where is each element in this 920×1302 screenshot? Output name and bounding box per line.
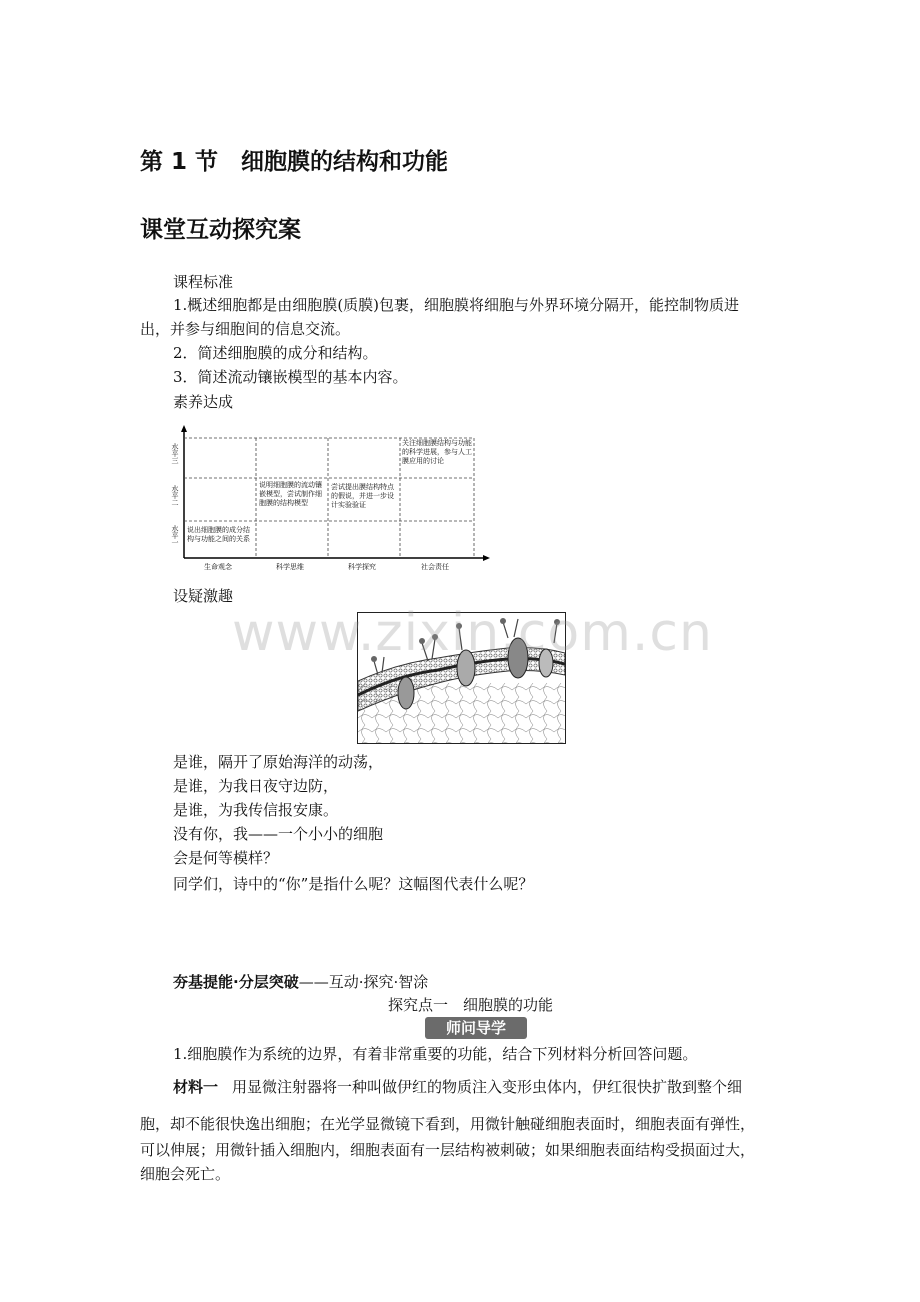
section-label	[173, 971, 428, 992]
watermark: www.zixin.com.cn	[232, 603, 713, 663]
column-label-life: 生命观念	[204, 563, 232, 571]
level-3-label: 水平三	[171, 443, 179, 464]
material-1-line-1	[173, 1076, 742, 1097]
membrane-drawing	[358, 613, 565, 743]
level-1-label: 水平一	[171, 525, 179, 546]
curriculum-item-1: 1.概述细胞都是由细胞膜(质膜)包裹，细胞膜将细胞与外界环境分隔开，能控制物质进	[173, 296, 740, 314]
teacher-guide-badge: 师问导学	[425, 1017, 527, 1039]
competency-heading: 素养达成	[173, 393, 234, 411]
poem-line-5: 会是何等模样？	[173, 849, 279, 867]
column-label-social: 社会责任	[421, 563, 449, 571]
level-2-label: 水平二	[171, 485, 179, 506]
page-title: 第 1 节 细胞膜的结构和功能	[140, 149, 449, 175]
curriculum-item-2: 2．简述细胞膜的成分和结构。	[173, 344, 378, 362]
column-label-thinking: 科学思维	[276, 563, 304, 571]
cell-level3-social: 关注细胞膜结构与功能的科学进展，参与人工膜应用的讨论	[402, 439, 472, 465]
material-1-line-2: 胞，却不能很快逸出细胞；在光学显微镜下看到，用微针触碰细胞表面时，细胞表面有弹性，	[140, 1115, 756, 1133]
question-1: 1.细胞膜作为系统的边界，有着非常重要的功能，结合下列材料分析回答问题。	[173, 1045, 698, 1063]
curriculum-heading: 课程标准	[173, 273, 234, 291]
poem-line-2: 是谁，为我日夜守边防，	[173, 777, 339, 795]
section-label-rest: ——互动·探究·智涂	[298, 973, 429, 991]
poem-line-3: 是谁，为我传信报安康。	[173, 801, 339, 819]
intro-question: 同学们，诗中的“你”是指什么呢？这幅图代表什么呢？	[173, 875, 534, 893]
cell-membrane-image	[357, 612, 566, 744]
curriculum-item-3: 3．简述流动镶嵌模型的基本内容。	[173, 368, 408, 386]
poem-line-4: 没有你，我——一个小小的细胞	[173, 825, 384, 843]
intro-heading: 设疑激趣	[173, 587, 234, 605]
material-1-line-4: 细胞会死亡。	[140, 1165, 231, 1183]
cell-level1-life: 说出细胞膜的成分结构与功能之间的关系	[187, 526, 250, 543]
material-1-label: 材料一	[173, 1078, 219, 1096]
exploration-point-title: 探究点一 细胞膜的功能	[388, 996, 554, 1014]
cell-level2-thinking: 说明细胞膜的流动镶嵌模型，尝试制作细胞膜的结构模型	[259, 481, 322, 507]
curriculum-item-1-cont: 出，并参与细胞间的信息交流。	[140, 320, 351, 338]
column-label-inquiry: 科学探究	[348, 563, 376, 571]
competency-grid	[168, 425, 493, 575]
section-label-bold: 夯基提能·分层突破	[173, 973, 299, 991]
section-subtitle: 课堂互动探究案	[140, 217, 301, 243]
material-1-text: 用显微注射器将一种叫做伊红的物质注入变形虫体内，伊红很快扩散到整个细	[232, 1078, 743, 1096]
cell-level2-inquiry: 尝试提出膜结构特点的假说，并进一步设计实验验证	[331, 483, 394, 509]
poem-line-1: 是谁，隔开了原始海洋的动荡，	[173, 753, 384, 771]
material-1-line-3: 可以伸展；用微针插入细胞内，细胞表面有一层结构被刺破；如果细胞表面结构受损面过大，	[140, 1141, 756, 1159]
